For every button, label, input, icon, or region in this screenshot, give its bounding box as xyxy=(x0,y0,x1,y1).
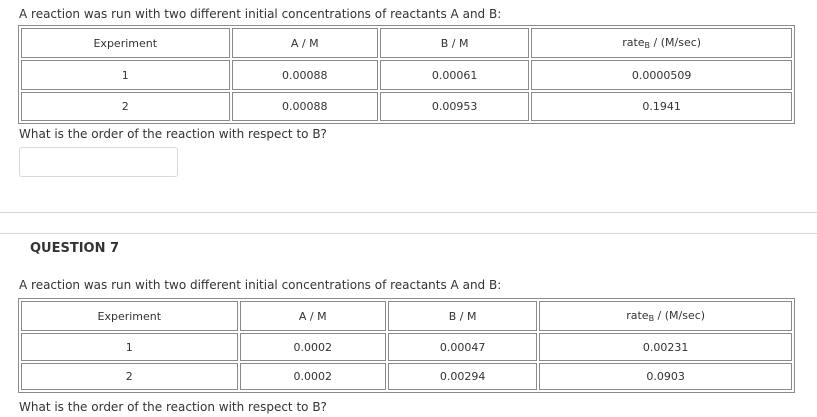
header-experiment: Experiment xyxy=(21,301,238,331)
header-experiment: Experiment xyxy=(21,28,230,58)
table-row xyxy=(21,92,792,121)
cell-b: 0.00061 xyxy=(380,60,529,89)
rate-subscript: B xyxy=(648,314,655,324)
cell-experiment: 1 xyxy=(21,333,238,360)
q7-intro-text: A reaction was run with two different initial concentrations of reactants A and B: xyxy=(19,278,502,292)
q7-heading: QUESTION 7 xyxy=(30,241,120,256)
section-divider-bottom xyxy=(0,233,817,234)
table-row xyxy=(21,363,792,390)
rate-unit: / (M/sec) xyxy=(650,36,702,50)
rate-label: rate xyxy=(626,309,649,323)
section-divider-top xyxy=(0,212,817,213)
cell-rate: 0.0000509 xyxy=(531,60,792,89)
cell-a: 0.0002 xyxy=(240,333,386,360)
q7-prompt-text: What is the order of the reaction with respect to B? xyxy=(19,400,327,414)
rate-subscript: B xyxy=(644,41,651,51)
cell-experiment: 1 xyxy=(21,60,230,89)
q6-data-table xyxy=(18,25,795,124)
header-b-concentration: B / M xyxy=(380,28,529,58)
cell-rate: 0.0903 xyxy=(539,363,792,390)
header-b-concentration: B / M xyxy=(388,301,537,331)
q6-prompt-text: What is the order of the reaction with respect to B? xyxy=(19,127,327,141)
rate-label: rate xyxy=(622,36,645,50)
cell-experiment: 2 xyxy=(21,363,238,390)
q7-data-table xyxy=(18,298,795,393)
table-row xyxy=(21,333,792,360)
header-rate xyxy=(539,301,792,331)
cell-a: 0.00088 xyxy=(232,60,378,89)
table-header-row xyxy=(21,28,792,58)
rate-unit: / (M/sec) xyxy=(654,309,706,323)
table-header-row xyxy=(21,301,792,331)
cell-rate: 0.00231 xyxy=(539,333,792,360)
table-row xyxy=(21,60,792,89)
cell-b: 0.00047 xyxy=(388,333,537,360)
cell-a: 0.0002 xyxy=(240,363,386,390)
q6-answer-input[interactable] xyxy=(19,147,178,177)
cell-a: 0.00088 xyxy=(232,92,378,121)
header-rate xyxy=(531,28,792,58)
cell-b: 0.00953 xyxy=(380,92,529,121)
header-a-concentration: A / M xyxy=(240,301,386,331)
cell-rate: 0.1941 xyxy=(531,92,792,121)
header-a-concentration: A / M xyxy=(232,28,378,58)
cell-b: 0.00294 xyxy=(388,363,537,390)
cell-experiment: 2 xyxy=(21,92,230,121)
q6-intro-text: A reaction was run with two different initial concentrations of reactants A and B: xyxy=(19,7,502,21)
